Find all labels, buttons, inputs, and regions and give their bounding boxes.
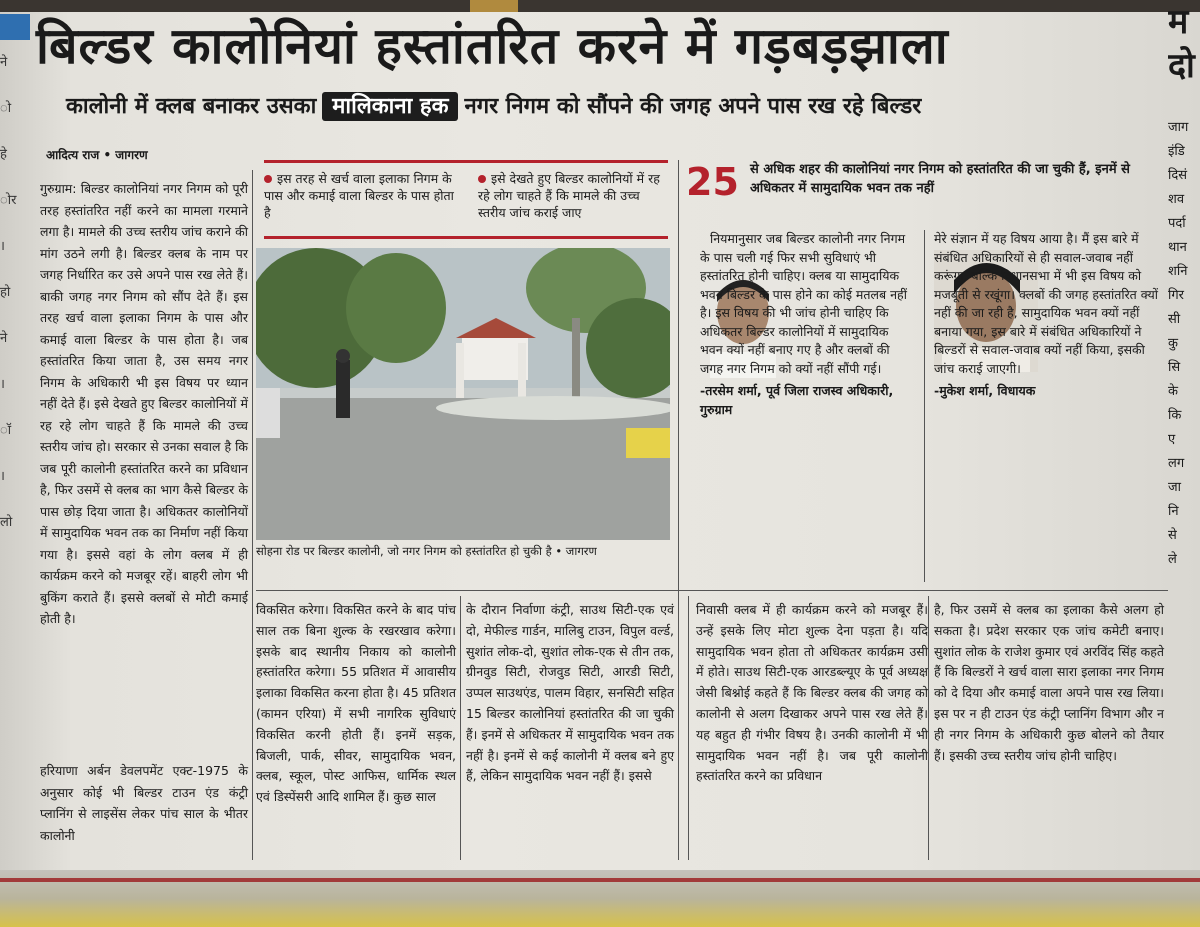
right-margin-fragment: सी: [1168, 312, 1181, 327]
left-margin-fragment: हे: [0, 147, 7, 162]
right-margin-fragment: जा: [1168, 480, 1182, 495]
article-column-5: है, फिर उसमें से क्लब का इलाका कैसे अलग हो सकता है। प्रदेश सरकार एक जांच कमेटी बनाए। सुशांत लोक के राजेश कुमार एवं अरविंद सिंह कहते हैं कि बिल्डरों ने खर्च वाला सारा इलाका नगर निगम को दे दिया और कमाई वाला अपने पास रख लिया। इस पर न ही टाउन एंड कंट्री प्लानिंग विभाग और न ही नगर निगम के अधिकारी कुछ बोलने को तैयार हैं। इसकी उच्च स्तरीय जांच होनी चाहिए।: [934, 602, 1164, 763]
quote-mukesh-sharma: [934, 230, 1164, 401]
bullet-text: इस तरह से खर्च वाला इलाका निगम के पास और कमाई वाला बिल्डर के पास होता है: [264, 171, 454, 220]
left-margin-fragment: ।: [0, 377, 5, 392]
right-margin-fragment: थान: [1168, 240, 1187, 255]
left-margin-text: [0, 40, 22, 860]
quote-attribution: -मुकेश शर्मा, विधायक: [934, 383, 1036, 398]
left-margin-fragment: ।: [0, 469, 5, 484]
left-margin-fragment: ॉ: [0, 423, 12, 438]
right-margin-headline-fragment: म: [1168, 2, 1189, 42]
right-margin-fragment: इंडि: [1168, 144, 1185, 159]
column-divider: [460, 596, 461, 860]
section-divider: [256, 590, 1168, 591]
right-margin-fragment: ए: [1168, 432, 1176, 447]
right-margin-headline-fragment: दो: [1168, 46, 1195, 86]
bullet-dot: [478, 175, 486, 183]
right-margin-fragment: से: [1168, 528, 1177, 543]
bullet-text: इसे देखते हुए बिल्डर कालोनियों में रह रहे लोग चाहते हैं कि मामले की उच्च स्तरीय जांच कराई जाए: [478, 171, 660, 220]
column-divider: [688, 596, 689, 860]
quote-text: नियमानुसार जब बिल्डर कालोनी नगर निगम के पास चली गई फिर सभी सुविधाएं भी हस्तांतरित होनी चाहिए। क्लब या सामुदायिक भवन बिल्डर के पास होने का कोई मतलब नहीं है। इस विषय की भी जांच होनी चाहिए कि अधिकतर बिल्डर कालोनियों में सामुदायिक भवन क्यों नहीं बनाए गए है और क्लबों की जगह नगर निगम को क्यों नहीं सौंपी गई।: [700, 231, 907, 376]
right-margin-fragment: कि: [1168, 408, 1182, 423]
bullet-point: [478, 170, 668, 221]
left-margin-fragment: हो: [0, 285, 11, 300]
left-margin-fragment: ने: [0, 331, 8, 346]
byline: आदित्य राज • जागरण: [46, 148, 148, 162]
article-column-1: गुरुग्राम: बिल्डर कालोनियां नगर निगम को पूरी तरह हस्तांतरित नहीं करने का मामला गरमाने लगा है। मामले की उच्च स्तरीय जांच कराने की मांग उठने लगी है। बिल्डर क्लब के नाम पर जगह निर्धारित कर उसे अपने पास रख लेते हैं। बाकी जगह नगर निगम को सौंप देते हैं। इस तरह खर्च वाला इलाका निगम के पास और कमाई वाला बिल्डर के पास होता है। जब हस्तांतरित किया जाता है, उस समय नगर निगम के अधिकारी भी इस विषय पर ध्यान नहीं देते हैं। इसे देखते हुए बिल्डर कालोनियों में रह रहे लोग चाहते हैं कि मामले की उच्च स्तरीय जांच हो। सरकार से उनका सवाल है कि जब पूरी कालोनी हस्तांतरित करने का प्रविधान है, फिर उसमें से क्लब का भाग कैसे बिल्डर के पास छोड़ दिया जाता है। अधिकतर कालोनियों में सामुदायिक भवन तक का निर्माण नहीं किया गया है। इससे वहां के लोग क्लब में ही कार्यक्रम करने को मजबूर रहें। बाहरी लोग भी बुकिंग कराते हैं। इससे क्लबों से मोटी कमाई होती है।: [40, 181, 248, 626]
right-margin-fragment: दिसं: [1168, 168, 1188, 183]
stat-text: से अधिक शहर की कालोनियां नगर निगम को हस्तांतरित की जा चुकी हैं, इनमें से अधिकतर में सामुदायिक भवन तक नहीं: [750, 162, 1130, 196]
right-margin-fragment: पर्दा: [1168, 216, 1186, 231]
column-divider: [678, 160, 679, 860]
article-column-1-continued: हरियाणा अर्बन डेवलपमेंट एक्ट-1975 के अनुसार कोई भी बिल्डर टाउन एंड कंट्री प्लानिंग से लाइसेंस लेकर पांच साल के भीतर कालोनी: [40, 763, 248, 843]
right-margin-spacer: [1168, 88, 1200, 116]
subhead-before: कालोनी में क्लब बनाकर उसका: [66, 94, 317, 119]
left-margin-fragment: ने: [0, 55, 8, 70]
column-divider: [252, 170, 253, 860]
red-rule-top: [264, 160, 668, 163]
right-margin-fragment: के: [1168, 384, 1178, 399]
footer-red-line: [0, 878, 1200, 882]
subheadline: [66, 90, 1166, 120]
right-margin-fragment: शनि: [1168, 264, 1188, 279]
red-rule-bottom: [264, 236, 668, 239]
right-margin-text: [1168, 0, 1200, 860]
column-divider: [924, 230, 925, 582]
article-column-2: विकसित करेगा। विकसित करने के बाद पांच साल तक बिना शुल्क के रखरखाव करेगा। इसके बाद स्थानीय निकाय को कालोनी हस्तांतरित करेगा। 55 प्रतिशत में आवासीय इलाका विकसित करना होता है। 45 प्रतिशत (कामन एरिया) में सभी नागरिक सुविधाएं विकसित करनी होती हैं। इनमें सड़क, बिजली, पार्क, सीवर, सामुदायिक भवन, क्लब, स्कूल, पोस्ट आफिस, धार्मिक स्थल एवं डिस्पेंसरी आदि शामिल हैं। कुछ साल: [256, 602, 456, 805]
headline: बिल्डर कालोनियां हस्तांतरित करने में गड़बड़झाला: [36, 17, 949, 75]
right-margin-fragment: जाग: [1168, 120, 1189, 135]
bullet-dot: [264, 175, 272, 183]
subhead-after: नगर निगम को सौंपने की जगह अपने पास रख रहे बिल्डर: [464, 94, 922, 119]
quote-text: मेरे संज्ञान में यह विषय आया है। मैं इस बारे में संबंधित अधिकारियों से ही सवाल-जवाब नहीं करूंगा, बल्कि विधानसभा में भी इस विषय को मजबूती से रखूंगा। क्लबों की जगह हस्तांतरित क्यों नहीं की जा रही है, सामुदायिक भवन क्यों नहीं बनाया गया, इस बारे में संबंधित अधिकारियों ने बिल्डरों से सवाल-जवाब क्यों नहीं किया, इसकी जांच कराई जाएगी।: [934, 231, 1158, 376]
subhead-highlight: मालिकाना हक: [322, 92, 458, 121]
colony-photo: [256, 248, 670, 540]
left-margin-fragment: लो: [0, 515, 13, 530]
stat-number: 25: [686, 160, 739, 204]
quote-attribution: -तरसेम शर्मा, पूर्व जिला राजस्व अधिकारी, गुरुग्राम: [700, 383, 894, 417]
photo-illustration: [256, 248, 670, 540]
left-margin-fragment: ।: [0, 239, 5, 254]
right-margin-fragment: शव: [1168, 192, 1185, 207]
photo-caption: सोहना रोड पर बिल्डर कालोनी, जो नगर निगम को हस्तांतरित हो चुकी है • जागरण: [256, 544, 597, 558]
page-footer-strip: [0, 870, 1200, 927]
article-column-4: निवासी क्लब में ही कार्यक्रम करने को मजबूर हैं। उन्हें इसके लिए मोटा शुल्क देना पड़ता है। यदि सामुदायिक भवन होता तो अधिकतर कार्यक्रम उसी में होते। साउथ सिटी-एक आरडब्ल्यूए के पूर्व अध्यक्ष जेसी बिश्नोई कहते हैं कि बिल्डर क्लब की जगह को कालोनी से अलग दिखाकर अपने पास रख लेते हैं। यह बहुत ही गंभीर विषय है। उनकी कालोनी में भी सामुदायिक भवन नहीं है। जब पूरी कालोनी हस्तांतरित करने का प्रविधान: [696, 602, 928, 784]
right-margin-fragment: गिर: [1168, 288, 1185, 303]
blue-marker: [0, 14, 30, 40]
right-margin-fragment: सि: [1168, 360, 1181, 375]
left-margin-fragment: ो: [0, 101, 12, 116]
bullet-point: [264, 170, 454, 221]
right-margin-fragment: ले: [1168, 552, 1177, 567]
right-margin-fragment: लग: [1168, 456, 1185, 471]
right-margin-fragment: नि: [1168, 504, 1179, 519]
article-column-3: के दौरान निर्वाणा कंट्री, साउथ सिटी-एक एवं दो, मेफील्ड गार्डन, मालिबु टाउन, विपुल वर्ल्ड, सुशांत लोक-दो, सुशांत लोक-एक से तीन तक, ग्रीनवुड सिटी, रोजवुड सिटी, आरडी सिटी, उप्पल साउथएंड, पालम विहार, सनसिटी सहित 15 बिल्डर कालोनियां हस्तांतरित की जा चुकी हैं। इनमें से अधिकतर में सामुदायिक भवन तक नहीं है। इनमें से कई कालोनी में क्लब बने हुए हैं, लेकिन सामुदायिक भवन नहीं हैं। इससे: [466, 602, 674, 784]
column-divider: [928, 596, 929, 860]
right-margin-fragment: कु: [1168, 336, 1178, 351]
quote-tarsem-sharma: [700, 230, 912, 419]
left-margin-fragment: ोर: [0, 193, 17, 208]
